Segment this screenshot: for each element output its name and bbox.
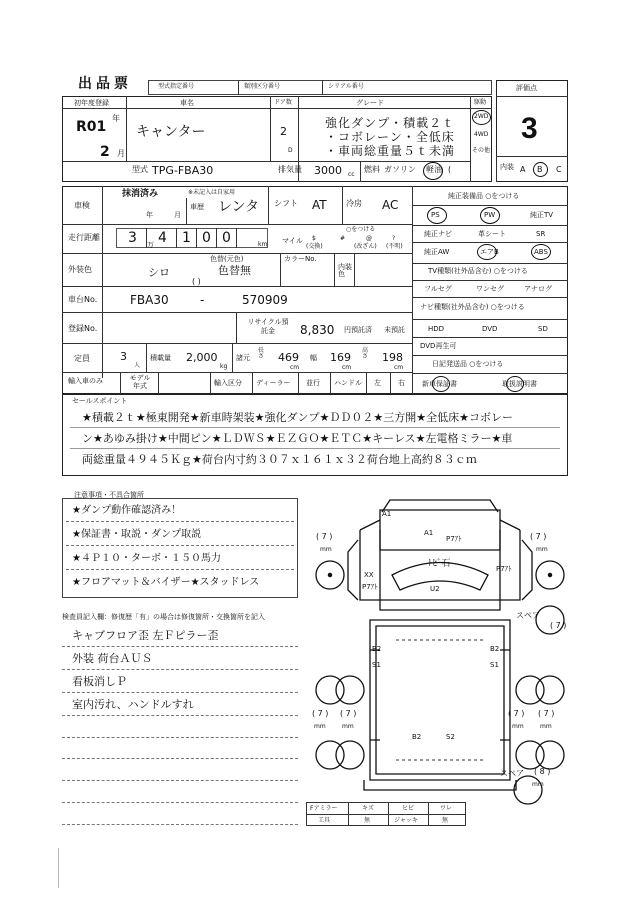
handle-left: 左 bbox=[374, 379, 381, 387]
length-value: 469 bbox=[278, 351, 299, 364]
interior-grade-a: A bbox=[520, 165, 526, 174]
diag-a1-top: A1 bbox=[382, 510, 392, 518]
mileage-digit-1: 3 bbox=[128, 230, 137, 246]
diag-p7-left: P7ｱﾄ bbox=[362, 583, 378, 591]
model-year-label: モデル年式 bbox=[129, 374, 151, 390]
tools-value-3: 無 bbox=[442, 817, 449, 824]
load-unit: kg bbox=[220, 363, 228, 370]
serial-label: シリアル番号 bbox=[328, 83, 364, 90]
tire-lf-unit: mm bbox=[320, 546, 332, 553]
model-label: 型式 bbox=[132, 165, 148, 174]
tire-lr1-unit: mm bbox=[314, 723, 326, 730]
grade-label: グレード bbox=[356, 99, 384, 107]
interior-grade-b: B bbox=[537, 165, 543, 174]
export-label: 日記発送品 ○をつける bbox=[432, 360, 504, 368]
interior-label: 内装 bbox=[500, 163, 514, 171]
spare2-label: スペア bbox=[500, 769, 524, 778]
sales-line-3: 両総重量４９４５Ｋｇ★荷台内寸約３０７ｘ１６１ｘ３２荷台地上高約８３ｃｍ bbox=[82, 453, 477, 466]
shift-value: AT bbox=[312, 198, 327, 212]
equip-ps: PS bbox=[431, 211, 440, 219]
grade-line-1: 強化ダンプ・積載２ｔ bbox=[325, 116, 456, 130]
height-label: 高さ bbox=[362, 347, 369, 360]
tire-rr1-value: ( 7 ) bbox=[508, 709, 525, 718]
tv-oneseg: ワンセグ bbox=[476, 285, 504, 293]
mileage-digit-4: 0 bbox=[202, 230, 211, 246]
mileage-digit-2: 4 bbox=[158, 230, 167, 246]
drive-label: 駆動 bbox=[474, 99, 487, 106]
tire-rf-unit: mm bbox=[536, 546, 548, 553]
tire-lr2-value: ( 7 ) bbox=[340, 709, 357, 718]
sales-line-1: ★積載２ｔ★極東開発★新車時架装★強化ダンプ★ＤＤ０２★三方開★全低床★コボレー bbox=[82, 411, 513, 424]
load-value: 2,000 bbox=[186, 351, 218, 364]
inspector-label: 検査員記入欄：修復歴「有」の場合は修復箇所・交換箇所を記入 bbox=[62, 613, 265, 621]
mileage-man-unit: 万 bbox=[147, 241, 154, 249]
spare2-value: ( 8 ) bbox=[534, 767, 551, 776]
color-no-label: カラーNo. bbox=[284, 255, 317, 263]
tire-lr2-unit: mm bbox=[342, 723, 354, 730]
equip-abs: ABS bbox=[534, 248, 548, 256]
displacement-label: 排気量 bbox=[278, 165, 302, 174]
height-unit: cm bbox=[394, 364, 404, 371]
tire-rf-value: ( 7 ) bbox=[530, 532, 547, 541]
nav-label: ナビ種類(社外品含む) ○をつける bbox=[420, 303, 525, 311]
equip-pw: PW bbox=[484, 211, 496, 219]
mileage-opt-q: ? bbox=[392, 235, 396, 242]
recycle-value: 8,830 bbox=[300, 323, 335, 337]
capacity-value: 3 bbox=[120, 350, 127, 363]
mileage-opt-at: @ bbox=[366, 235, 372, 242]
ac-label: 冷房 bbox=[346, 199, 362, 208]
width-label: 幅 bbox=[310, 354, 317, 362]
size-label: 諸元 bbox=[236, 354, 250, 362]
mileage-opt-dollar: $ bbox=[312, 235, 316, 242]
mileage-opt-unknown: (不明) bbox=[386, 243, 403, 250]
note-2: ★保証書・取説・ダンプ取説 bbox=[72, 529, 202, 540]
history-label: 車歴 bbox=[190, 203, 204, 211]
inspection-year-unit: 年 bbox=[146, 211, 153, 219]
mileage-digits-box bbox=[116, 228, 268, 248]
export-warranty: 新車保証書 bbox=[422, 380, 457, 388]
diag-chip: ﾄﾋﾞ石 bbox=[428, 559, 451, 569]
ac-value: AC bbox=[382, 198, 399, 212]
spare-tread: 7 bbox=[555, 621, 561, 630]
inspection-value: 抹消済み bbox=[122, 189, 159, 199]
paint-label: 色替(元色) bbox=[210, 255, 244, 263]
tire-rr1-tread: 7 bbox=[513, 709, 519, 718]
first-reg-label: 初年度登録 bbox=[74, 99, 109, 107]
import-only-label: 輸入車のみ bbox=[68, 377, 103, 385]
inspector-note-2: 外装 荷台ＡＵＳ bbox=[72, 652, 153, 665]
chassis-label: 車台No. bbox=[68, 295, 98, 304]
score-value: 3 bbox=[521, 112, 538, 145]
chassis-dash: - bbox=[200, 293, 205, 307]
note-1: ★ダンプ動作確認済み！ bbox=[72, 505, 182, 516]
inspection-label: 車検 bbox=[74, 201, 90, 210]
sales-label: セールスポイント bbox=[72, 397, 128, 405]
diag-b2-left: B2 bbox=[372, 645, 382, 653]
recycle-status: 円預託済 bbox=[344, 326, 372, 334]
spare2-unit: mm bbox=[532, 781, 544, 788]
header-id-strip bbox=[148, 80, 492, 95]
equip-airbag: エアB bbox=[480, 248, 499, 256]
capacity-unit: 人 bbox=[134, 362, 141, 369]
fuel-diesel: 軽油 bbox=[426, 165, 442, 174]
fuel-gasoline: ガソリン bbox=[384, 165, 416, 174]
diag-s2-rear: S2 bbox=[446, 733, 455, 741]
doors-value: 2 bbox=[280, 125, 287, 138]
tools-header-scratch: キズ bbox=[362, 805, 374, 812]
chassis-number: 570909 bbox=[242, 293, 288, 307]
tire-lr1-value: ( 7 ) bbox=[312, 709, 329, 718]
history-note: ※未記入は自家用 bbox=[188, 189, 236, 196]
spare-value: ( 7 ) bbox=[550, 621, 567, 630]
paint-bracket: ( ) bbox=[192, 277, 201, 286]
length-label: 長さ bbox=[258, 347, 265, 360]
diag-u2: U2 bbox=[430, 585, 440, 593]
tire-lr2-tread: 7 bbox=[345, 709, 351, 718]
tire-rr2-unit: mm bbox=[540, 723, 552, 730]
interior-color-label: 内装色 bbox=[338, 263, 352, 278]
import-dealer: ディーラー bbox=[256, 379, 291, 387]
mileage-opt-replace: (交換) bbox=[306, 243, 323, 250]
era-value: R01 bbox=[76, 119, 107, 135]
color-value: シロ bbox=[148, 266, 170, 279]
diag-a1-cab: A1 bbox=[424, 529, 434, 537]
width-value: 169 bbox=[330, 351, 351, 364]
diag-xx: XX bbox=[364, 571, 374, 579]
diag-p7-right: P7ｱﾄ bbox=[496, 565, 512, 573]
mile-label: マイル bbox=[282, 237, 303, 245]
tools-header-crack: ヒビ bbox=[402, 805, 415, 812]
spare2-tread: 8 bbox=[539, 767, 545, 776]
category-label: 類別区分番号 bbox=[244, 83, 281, 90]
color-label: 外装色 bbox=[68, 265, 92, 274]
tools-header-mirror: Fアミラー bbox=[310, 805, 338, 812]
mileage-opt-tamper: (改ざん) bbox=[354, 243, 377, 250]
handle-label: ハンドル bbox=[334, 379, 362, 387]
equip-tv: 純正TV bbox=[530, 211, 554, 219]
drive-other: その他 bbox=[472, 147, 491, 154]
tire-lf-tread: 7 bbox=[321, 532, 327, 541]
mileage-label: 走行距離 bbox=[68, 233, 100, 242]
drive-2wd: 2WD bbox=[474, 113, 489, 120]
tv-analog: アナログ bbox=[524, 285, 552, 293]
equip-sr: SR bbox=[536, 230, 546, 238]
nav-hdd: HDD bbox=[428, 325, 445, 333]
inspector-note-1: キャブフロア歪 左Ｆピラー歪 bbox=[72, 629, 219, 642]
tools-header-break: ワレ bbox=[440, 805, 453, 812]
diag-s1-left: S1 bbox=[372, 661, 381, 669]
equip-navi: 純正ナビ bbox=[424, 230, 452, 238]
mileage-digit-5: 0 bbox=[222, 230, 231, 246]
grade-line-2: ・コボレーン・全低床 bbox=[325, 130, 455, 144]
inspection-month-unit: 月 bbox=[174, 211, 181, 219]
tools-row-label: 工具 bbox=[318, 817, 331, 824]
note-4: ★フロアマット＆バイザー★スタッドレス bbox=[72, 577, 260, 588]
recycle-label: リサイクル預託金 bbox=[247, 318, 289, 336]
month-unit: 月 bbox=[117, 149, 125, 158]
import-parallel: 並行 bbox=[306, 379, 320, 387]
inspector-note-3: 看板消しＰ bbox=[72, 675, 127, 688]
grade-line-3: ・車両総重量５ｔ未満 bbox=[325, 144, 456, 158]
car-name-value: キャンター bbox=[136, 124, 206, 140]
registration-label: 登録No. bbox=[68, 324, 98, 333]
model-value: TPG-FBA30 bbox=[152, 164, 214, 177]
diag-b2-rear: B2 bbox=[412, 733, 422, 741]
equip-leather: 革シート bbox=[478, 230, 506, 238]
load-label: 積載量 bbox=[150, 354, 171, 362]
equipment-label: 純正装備品 ○をつける bbox=[448, 192, 520, 200]
chassis-prefix: FBA30 bbox=[130, 293, 169, 307]
diag-s1-right: S1 bbox=[490, 661, 499, 669]
nav-dvd: DVD bbox=[482, 325, 498, 333]
export-manual: 取扱説明書 bbox=[502, 380, 537, 388]
page-title: 出品票 bbox=[78, 76, 132, 92]
paint-value: 色替無 bbox=[218, 264, 251, 277]
capacity-label: 定員 bbox=[74, 354, 90, 363]
tire-rr2-tread: 7 bbox=[543, 709, 549, 718]
tire-lf-value: ( 7 ) bbox=[316, 532, 333, 541]
nav-sd: SD bbox=[538, 325, 548, 333]
type-number-label: 型式指定番号 bbox=[158, 83, 195, 90]
tv-fullseg: フルセグ bbox=[424, 285, 452, 293]
year-unit: 年 bbox=[112, 114, 120, 123]
handle-right: 右 bbox=[398, 379, 405, 387]
month-value: 2 bbox=[100, 144, 110, 160]
score-label: 評価点 bbox=[516, 84, 537, 92]
fuel-bracket: ( bbox=[448, 165, 452, 174]
tire-rr1-unit: mm bbox=[512, 723, 524, 730]
tools-value-2: ジャッキ bbox=[394, 817, 418, 824]
drive-4wd: 4WD bbox=[474, 131, 489, 138]
note-3: ★４Ｐ１０・ターボ・１５０馬力 bbox=[72, 553, 221, 564]
import-type-label: 輸入区分 bbox=[214, 379, 242, 387]
tire-rr2-value: ( 7 ) bbox=[538, 709, 555, 718]
doors-label: ドア数 bbox=[274, 99, 292, 106]
sales-line-2: ン★あゆみ掛け★中間ピン★ＬＤＷＳ★ＥＺＧＯ★ＥＴＣ★キーレス★左電格ミラー★車 bbox=[82, 432, 513, 445]
tools-value-1: 無 bbox=[364, 817, 371, 824]
fuel-label: 燃料 bbox=[364, 165, 380, 174]
displacement-unit: cc bbox=[348, 171, 355, 178]
mileage-km-unit: km bbox=[258, 241, 268, 248]
mileage-digit-3: 1 bbox=[182, 230, 191, 246]
diag-p7-cab: P7ｱﾄ bbox=[446, 535, 462, 543]
width-unit: cm bbox=[342, 364, 352, 371]
tire-rf-tread: 7 bbox=[535, 532, 541, 541]
spare-label: スペア bbox=[516, 611, 540, 620]
car-name-label: 車名 bbox=[180, 99, 194, 107]
history-value: レンタ bbox=[218, 199, 260, 215]
doors-suffix: D bbox=[288, 147, 293, 154]
height-value: 198 bbox=[382, 351, 403, 364]
shift-label: シフト bbox=[274, 199, 298, 208]
displacement-value: 3000 bbox=[314, 164, 342, 177]
dvd-playback: DVD再生可 bbox=[420, 342, 457, 350]
inspector-note-4: 室内汚れ、ハンドルすれ bbox=[72, 698, 194, 711]
tire-lr1-tread: 7 bbox=[317, 709, 323, 718]
mileage-mark-note: ○をつける bbox=[346, 226, 376, 233]
diag-b2-right: B2 bbox=[490, 645, 500, 653]
notes-label: 注意事項・不具合箇所 bbox=[74, 491, 144, 499]
length-unit: cm bbox=[290, 364, 300, 371]
equip-aw: 純正AW bbox=[424, 248, 450, 256]
mileage-opt-hash: # bbox=[340, 235, 346, 242]
interior-grade-c: C bbox=[556, 165, 562, 174]
recycle-unpaid: 未預託 bbox=[384, 326, 405, 334]
tv-label: TV種類(社外品含む) ○をつける bbox=[428, 267, 528, 275]
